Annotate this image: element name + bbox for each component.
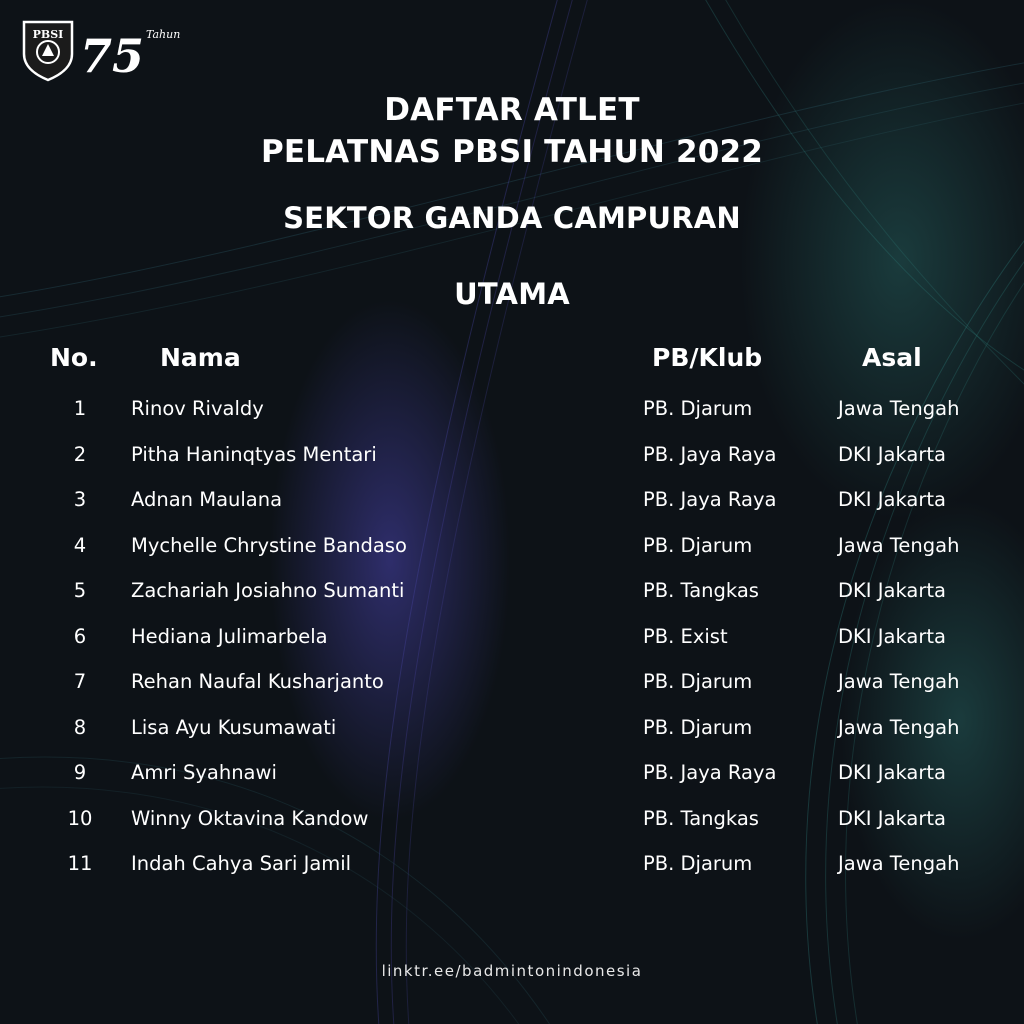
row-number: 4 [73, 533, 87, 557]
title-line-2: PELATNAS PBSI TAHUN 2022 [260, 134, 764, 170]
athlete-club: PB. Exist [643, 624, 728, 648]
athlete-club: PB. Djarum [643, 852, 753, 875]
athlete-origin: Jawa Tengah [838, 715, 960, 739]
row-number: 9 [73, 761, 87, 784]
athlete-name: Indah Cahya Sari Jamil [131, 852, 352, 875]
athlete-club: PB. Djarum [643, 533, 753, 557]
athlete-origin: Jawa Tengah [838, 852, 960, 875]
athlete-origin: DKI Jakarta [838, 624, 946, 648]
athlete-club: PB. Djarum [643, 715, 753, 739]
column-header-no: No. [50, 343, 98, 372]
athlete-club: PB. Tangkas [643, 579, 759, 602]
column-header-pb: PB/Klub [652, 343, 763, 372]
row-number: 2 [73, 442, 87, 466]
athlete-origin: DKI Jakarta [838, 806, 946, 830]
athlete-club: PB. Tangkas [643, 806, 759, 830]
row-number: 3 [73, 488, 87, 511]
athlete-name: Zachariah Josiahno Sumanti [131, 579, 405, 602]
athlete-name: Adnan Maulana [131, 488, 283, 511]
title-line-1: DAFTAR ATLET [384, 92, 640, 128]
athlete-origin: DKI Jakarta [838, 442, 946, 466]
row-number: 6 [73, 624, 87, 648]
table-row [0, 569, 1024, 615]
row-number: 8 [73, 715, 87, 739]
athlete-table [0, 387, 1024, 888]
category-heading: UTAMA [454, 277, 570, 311]
row-number: 10 [67, 806, 93, 830]
athlete-name: Rinov Rivaldy [131, 397, 264, 420]
pbsi-logo [24, 22, 72, 80]
table-row [0, 706, 1024, 752]
table-row [0, 615, 1024, 661]
table-row [0, 751, 1024, 797]
table-row [0, 797, 1024, 843]
athlete-origin: Jawa Tengah [838, 397, 960, 420]
athlete-origin: Jawa Tengah [838, 670, 960, 693]
table-row [0, 387, 1024, 433]
column-header-asal: Asal [862, 343, 922, 372]
athlete-name: Amri Syahnawi [131, 761, 277, 784]
sector-heading: SEKTOR GANDA CAMPURAN [283, 201, 741, 235]
anniversary-number: 75 [80, 29, 145, 83]
anniversary-logo [80, 28, 180, 83]
athlete-origin: DKI Jakarta [838, 579, 946, 602]
athlete-club: PB. Djarum [643, 397, 753, 420]
athlete-club: PB. Jaya Raya [643, 761, 777, 784]
row-number: 5 [73, 579, 87, 602]
athlete-origin: Jawa Tengah [838, 533, 960, 557]
athlete-club: PB. Jaya Raya [643, 488, 777, 511]
table-row [0, 478, 1024, 524]
athlete-name: Lisa Ayu Kusumawati [131, 715, 337, 739]
athlete-name: Rehan Naufal Kusharjanto [131, 670, 384, 693]
table-row [0, 842, 1024, 888]
table-row [0, 524, 1024, 570]
athlete-club: PB. Djarum [643, 670, 753, 693]
row-number: 1 [73, 397, 87, 420]
row-number: 7 [73, 670, 87, 693]
athlete-name: Winny Oktavina Kandow [131, 806, 369, 830]
athlete-name: Pitha Haninqtyas Mentari [131, 442, 377, 466]
column-header-nama: Nama [160, 343, 241, 372]
athlete-club: PB. Jaya Raya [643, 442, 777, 466]
table-row [0, 433, 1024, 479]
table-row [0, 660, 1024, 706]
athlete-name: Mychelle Chrystine Bandaso [131, 533, 407, 557]
athlete-name: Hediana Julimarbela [131, 624, 328, 648]
athlete-origin: DKI Jakarta [838, 761, 946, 784]
row-number: 11 [67, 852, 93, 875]
header-logos [18, 14, 188, 84]
footer-link[interactable]: linktr.ee/badmintonindonesia [381, 962, 643, 980]
anniversary-word: Tahun [146, 28, 181, 41]
pbsi-logo-text: PBSI [32, 28, 64, 41]
athlete-origin: DKI Jakarta [838, 488, 946, 511]
